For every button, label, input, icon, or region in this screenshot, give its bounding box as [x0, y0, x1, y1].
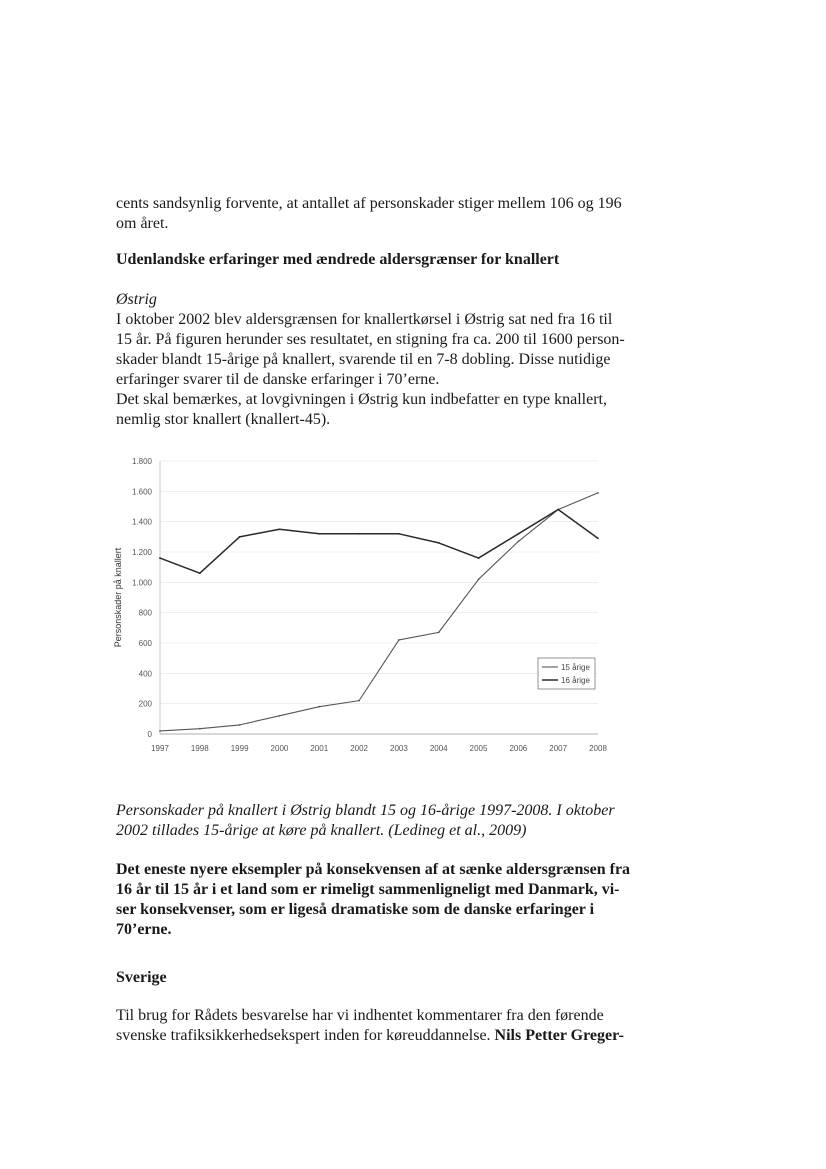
- series-line-1: [160, 493, 598, 731]
- legend-label: 16 årige: [561, 676, 590, 685]
- austria-line-6: nemlig stor knallert (knallert-45).: [116, 411, 331, 428]
- y-tick-label: 600: [138, 639, 152, 648]
- x-tick-label: 2002: [350, 744, 368, 753]
- data-point: [597, 537, 599, 539]
- austria-line-3: skader blandt 15-årige på knallert, svarende til en 7-8 dobling. Disse nutidige: [116, 351, 611, 368]
- data-point: [239, 724, 241, 726]
- data-point: [159, 557, 161, 559]
- intro-line-1: cents sandsynlig forvente, at antallet af personskader stiger mellem 106 og 196: [116, 195, 622, 212]
- austria-subheading: Østrig: [116, 291, 157, 308]
- austria-line-4: erfaringer svarer til de danske erfaringer i 70’erne.: [116, 371, 440, 388]
- data-point: [199, 572, 201, 574]
- chart-series: [159, 492, 599, 732]
- series-line-2: [160, 510, 598, 574]
- y-tick-label: 1.000: [131, 578, 152, 588]
- conclusion-line-4: 70’erne.: [116, 921, 172, 938]
- sweden-line-2: [116, 1026, 636, 1046]
- intro-line-2: om året.: [116, 215, 169, 232]
- y-tick-label: 400: [138, 669, 152, 679]
- figure-caption: [116, 801, 636, 841]
- x-tick-label: 2001: [310, 744, 329, 753]
- x-tick-label: 2006: [509, 744, 528, 753]
- x-tick-label: 2005: [469, 744, 488, 753]
- austria-line-2: 15 år. På figuren herunder ses resultatet, en stigning fra ca. 200 til 1600 person-: [116, 331, 625, 348]
- x-tick-label: 2008: [589, 744, 607, 753]
- data-point: [318, 533, 320, 535]
- injury-line-chart: [108, 450, 618, 775]
- chart-gridlines: [160, 461, 598, 734]
- austria-line-5: Det skal bemærkes, at lovgivningen i Østrig kun indbefatter en type knallert,: [116, 391, 607, 408]
- austria-section: [116, 290, 636, 430]
- y-tick-label: 1.800: [131, 457, 152, 466]
- data-point: [517, 533, 519, 535]
- data-point: [398, 639, 400, 641]
- intro-paragraph: [116, 194, 636, 234]
- sweden-line-2-name: Nils Petter Greger-: [494, 1027, 624, 1044]
- data-point: [478, 557, 480, 559]
- x-tick-label: 2007: [549, 744, 568, 753]
- y-axis-label: Personskader på knallert: [113, 547, 123, 648]
- austria-line-1: I oktober 2002 blev aldersgrænsen for knallertkørsel i Østrig sat ned fra 16 til: [116, 311, 613, 328]
- data-point: [159, 730, 161, 732]
- x-tick-label: 2004: [429, 744, 448, 753]
- section-heading: Udenlandske erfaringer med ændrede aldersgrænser for knallert: [116, 251, 560, 268]
- data-point: [557, 509, 559, 511]
- chart-legend: [538, 658, 595, 689]
- conclusion-line-1: Det eneste nyere eksempler på konsekvensen af at sænke aldersgrænsen fra: [116, 861, 631, 878]
- conclusion-line-3: ser konsekvenser, som er ligeså dramatiske som de danske erfaringer i: [116, 901, 595, 918]
- data-point: [398, 533, 400, 535]
- data-point: [597, 492, 599, 494]
- data-point: [239, 536, 241, 538]
- legend-label: 15 årige: [561, 663, 590, 672]
- y-tick-label: 800: [138, 608, 152, 618]
- sweden-line-2-text: svenske trafiksikkerhedsekspert inden for køreuddannelse.: [116, 1027, 495, 1044]
- data-point: [199, 728, 201, 730]
- data-point: [438, 542, 440, 544]
- data-point: [358, 533, 360, 535]
- y-tick-label: 200: [138, 699, 152, 709]
- sweden-line-1: Til brug for Rådets besvarelse har vi indhentet kommentarer fra den førende: [116, 1007, 604, 1024]
- conclusion-paragraph: [116, 860, 636, 940]
- y-tick-label: 1.600: [131, 487, 152, 497]
- y-tick-label: 1.400: [131, 517, 152, 527]
- conclusion-line-2: 16 år til 15 år i et land som er rimeligt sammenligneligt med Danmark, vi-: [116, 881, 620, 898]
- caption-line-1: Personskader på knallert i Østrig blandt 15 og 16-årige 1997-2008. I oktober: [116, 802, 615, 819]
- chart-axes: [113, 457, 607, 753]
- data-point: [318, 706, 320, 708]
- sweden-heading: Sverige: [116, 969, 167, 986]
- x-tick-label: 1997: [151, 744, 169, 753]
- data-point: [358, 700, 360, 702]
- y-tick-label: 0: [147, 730, 152, 739]
- y-tick-label: 1.200: [131, 548, 152, 557]
- data-point: [279, 715, 281, 717]
- data-point: [438, 631, 440, 633]
- x-tick-label: 1998: [190, 744, 209, 753]
- x-tick-label: 2000: [270, 744, 289, 753]
- caption-line-2: 2002 tillades 15-årige at køre på knallert. (Ledineg et al., 2009): [116, 822, 527, 839]
- data-point: [517, 540, 519, 542]
- data-point: [279, 528, 281, 530]
- x-tick-label: 1999: [230, 744, 249, 753]
- data-point: [478, 578, 480, 580]
- sweden-paragraph: [116, 1006, 636, 1046]
- x-tick-label: 2003: [390, 744, 408, 753]
